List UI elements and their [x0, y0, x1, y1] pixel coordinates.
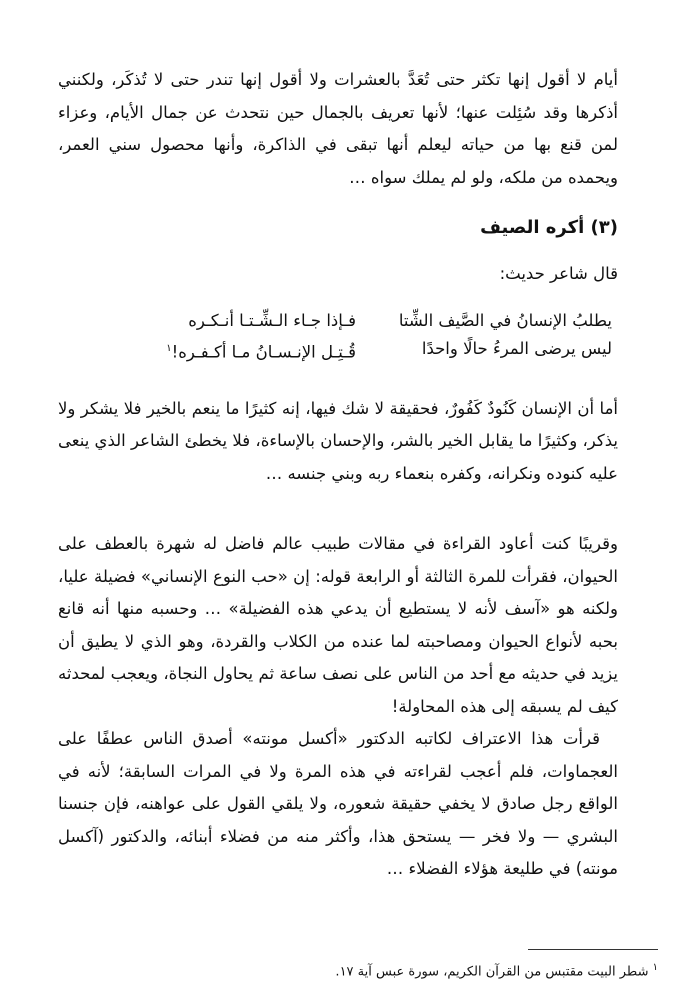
paragraph-doctor: وقريبًا كنت أعاود القراءة في مقالات طبيب عالم فاضل له شهرة بالعطف على الحيوان، فقرأت للمرة الثالثة أو الرابعة قوله: إن «حب النوع الإنساني» فضيلة عليا، ولكنه هو «آسف لأنه لا يستطيع أن يدعي هذه الفضيلة» … وحسبه منها أنه قانع بحبه لأنواع الحيوان ومصاحبته لما عنده من الكلاب والقردة، وهو الذي لا يطيق أن يزيد في حديثه مع أحد من الناس على نصف ساعة ثم يحاول النجاة، ويعجب لمحدثه كيف لم يسبقه إلى هذه المحاولة! [58, 534, 618, 716]
section-heading: (٣) أكره الصيف [480, 217, 618, 238]
verse-2-second-hemistich [106, 335, 356, 363]
verse-2-second-text: قُـتِـل الإنـسـانُ مـا أكـفـره! [171, 342, 356, 361]
verse-2-first-hemistich: ليس يرضى المرءُ حالًا واحدًا [421, 338, 612, 358]
poem-verse-1 [58, 307, 618, 335]
poem-verse-2 [58, 335, 618, 363]
footnote-mark: ١ [652, 962, 658, 973]
footnote-reference[interactable]: ١ [166, 342, 172, 354]
paragraph-opening: أيام لا أقول إنها تكثر حتى تُعَدَّ بالعشرات ولا أقول إنها تندر حتى لا تُذكَر، ولكنني أذكرها وقد سُئِلت عنها؛ لأنها تعريف بالجمال حين نتحدث عن جمال الأيام، وعزاء لمن قنع بها من حياته ليعلم أنها تبقى في الذاكرة، وأنها محصول سني العمر، ويحمده من ملكه، ولو لم يملك سواه … [58, 70, 618, 187]
footnote [58, 958, 658, 982]
verse-1-second-hemistich: فـإذا جـاء الـشِّـتـا أنـكـره [188, 310, 356, 330]
poem [58, 307, 618, 363]
paragraph-axel-munthe: قرأت هذا الاعتراف لكاتبه الدكتور «أكسل مونته» أصدق الناس عطفًا على العجماوات، فلم أعجب لقراءته في هذه المرة ولا في المرات السابقة؛ لأنه في الواقع رجل صادق لا يخفي حقيقة شعوره، ولا يلقي القول على عواهنه، فإن جنسنا البشري — ولا فخر — يستحق هذا، وأكثر منه من فضلاء أبنائه، والدكتور (آكسل مونته) في طليعة هؤلاء الفضلاء … [58, 729, 618, 878]
footnote-text: شطر البيت مقتبس من القرآن الكريم، سورة عبس آية ١٧. [335, 964, 649, 980]
verse-1-first-hemistich: يطلبُ الإنسانُ في الصَّيف الشِّتا [398, 310, 612, 330]
footnote-divider [528, 949, 658, 950]
paragraph-kanud: أما أن الإنسان كَنُودٌ كَفُورٌ، فحقيقة لا شك فيها، إنه كثيرًا ما ينعم بالخير فلا يشكر ولا يذكر، وكثيرًا ما يقابل الخير بالشر، والإحسان بالإساءة، فلا يخطئ الشاعر الذي ينعى عليه كنوده ونكرانه، وكفره بنعماء ربه وبني جنسه … [58, 398, 618, 483]
section-intro: قال شاعر حديث: [499, 264, 618, 283]
page-content [58, 64, 618, 886]
